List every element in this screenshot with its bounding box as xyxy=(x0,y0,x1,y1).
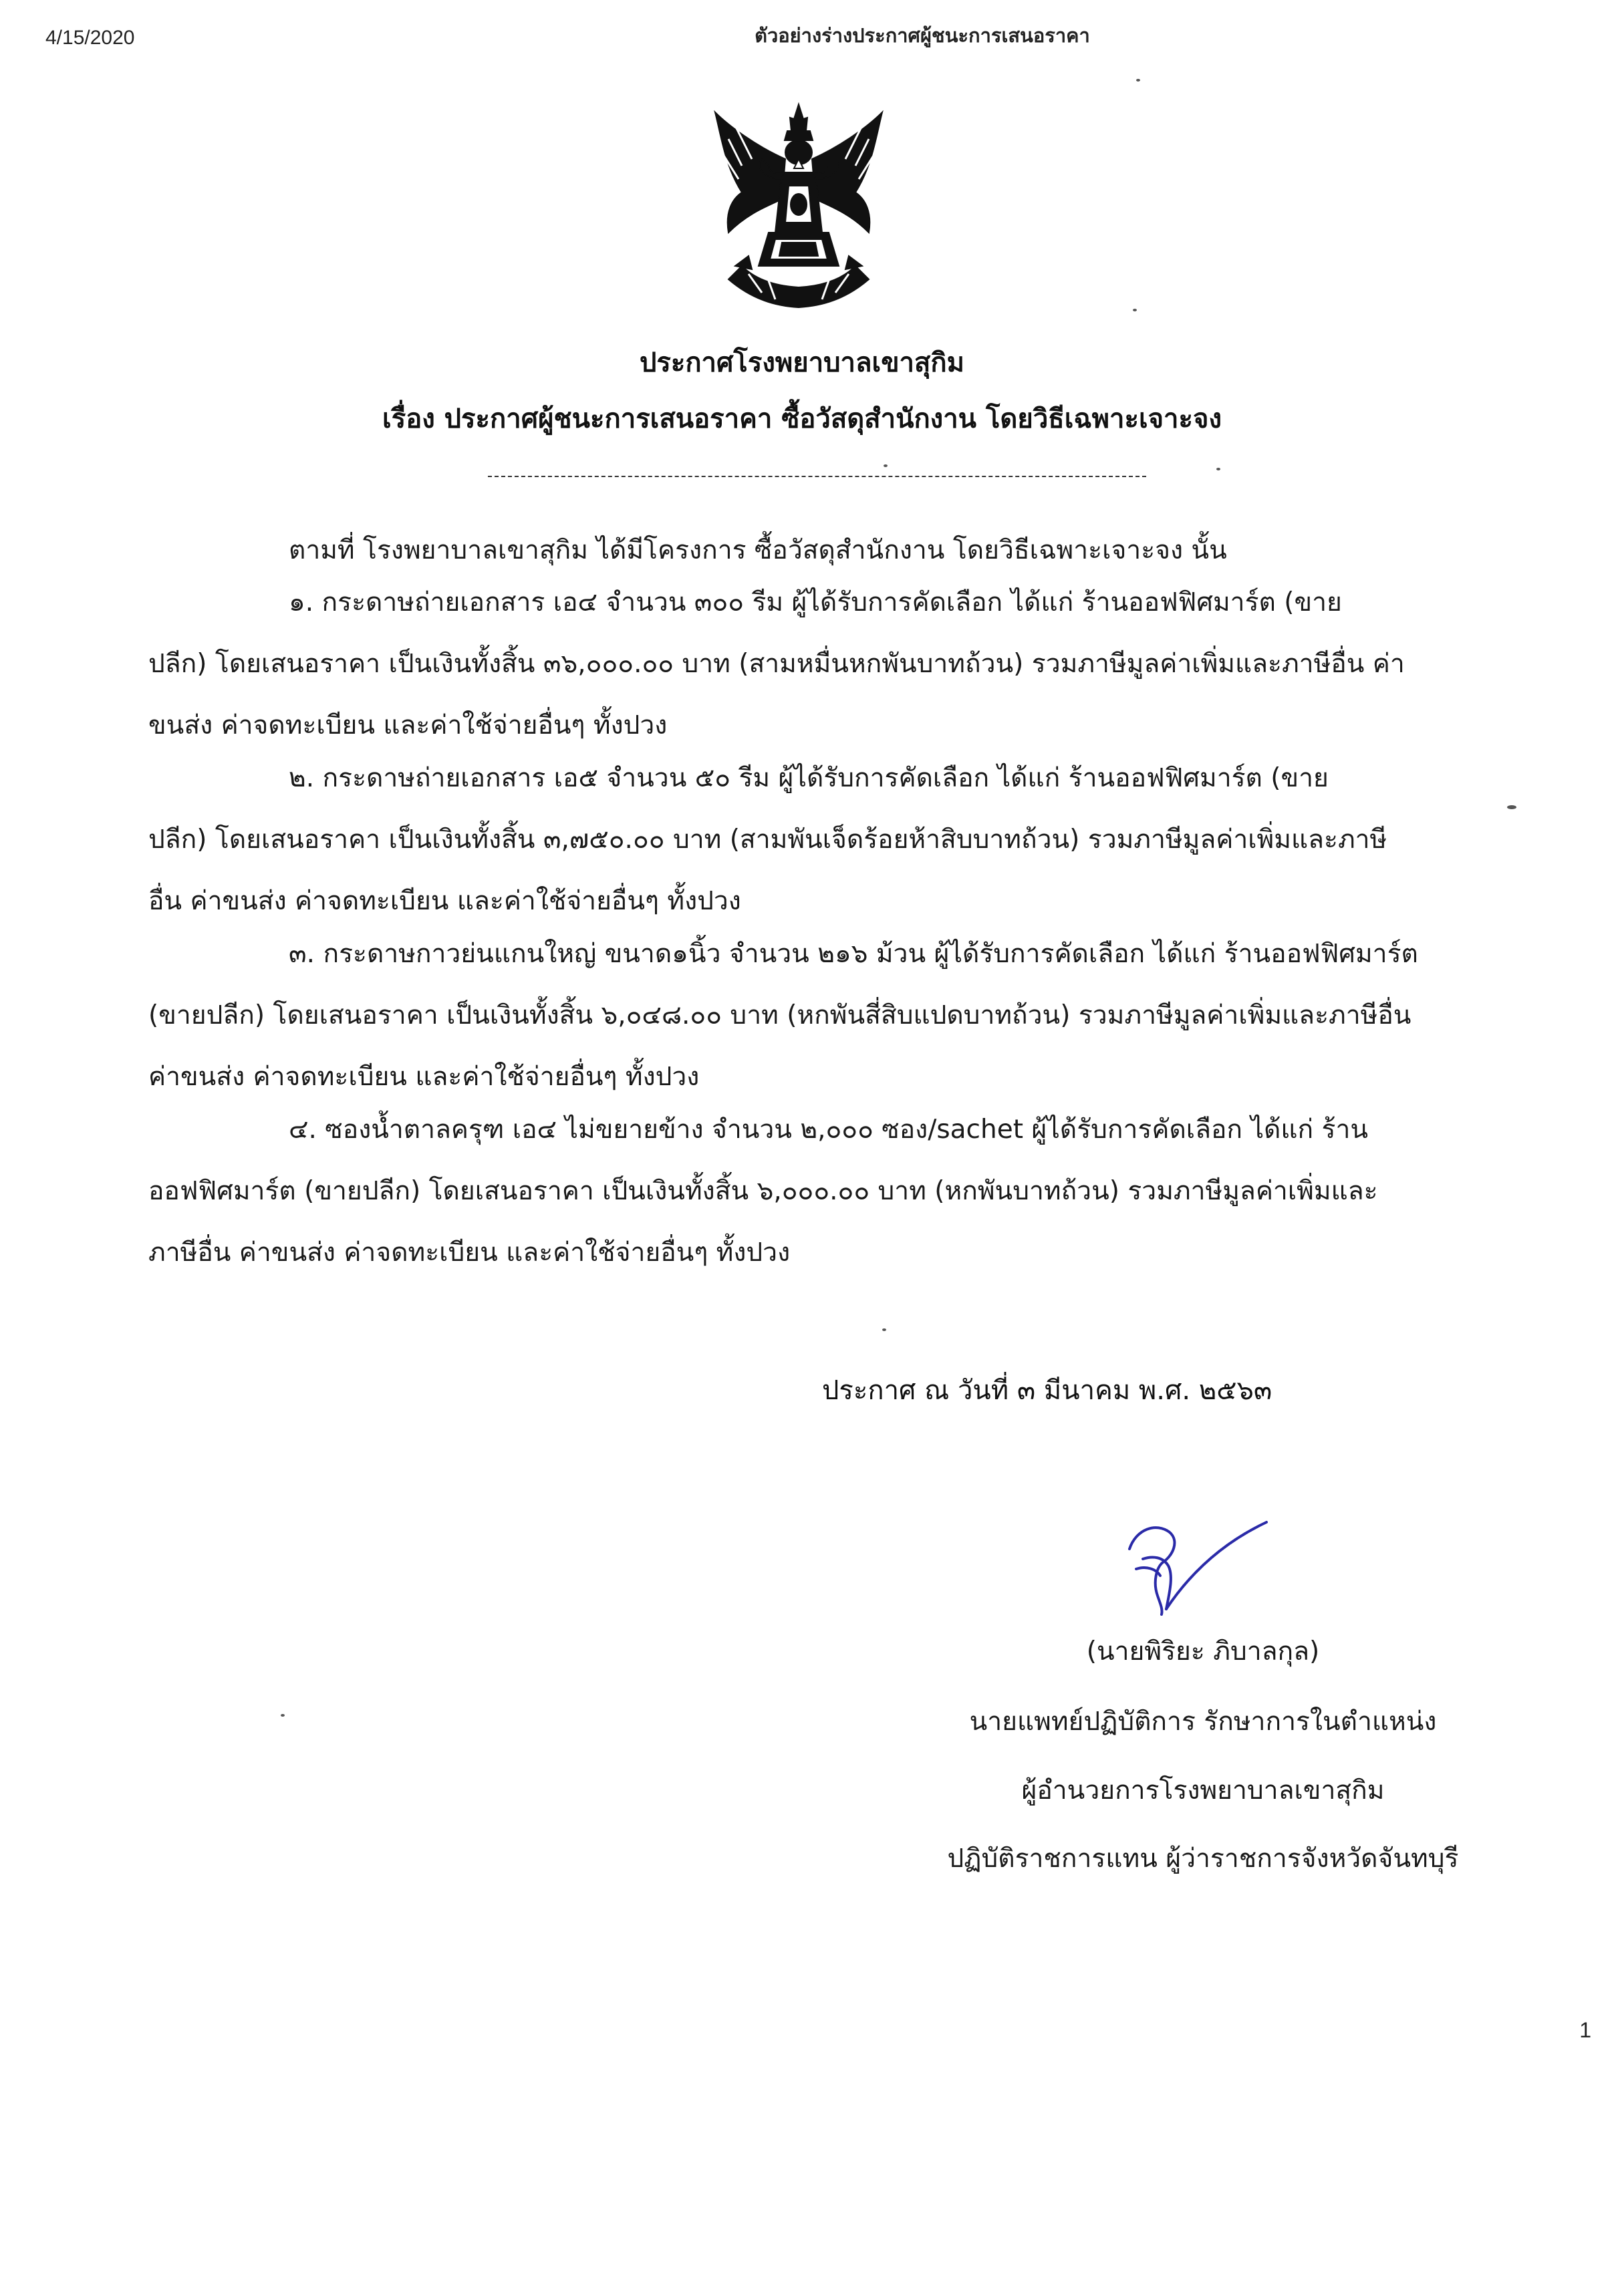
handwritten-signature-icon xyxy=(1116,1509,1277,1622)
award-item-line: ๓. กระดาษกาวย่นแกนใหญ่ ขนาด๑นิ้ว จำนวน ๒๑๖ ม้วน ผู้ได้รับการคัดเลือก ได้แก่ ร้านออฟฟิศมาร์ต xyxy=(289,939,1418,969)
award-item-line: ๑. กระดาษถ่ายเอกสาร เอ๔ จำนวน ๓๐๐ รีม ผู้ได้รับการคัดเลือก ได้แก่ ร้านออฟฟิศมาร์ต (ขาย xyxy=(289,587,1342,617)
announcement-title: ประกาศโรงพยาบาลเขาสุกิม xyxy=(639,347,965,378)
award-item-line: ออฟฟิศมาร์ต (ขายปลีก) โดยเสนอราคา เป็นเงินทั้งสิ้น ๖,๐๐๐.๐๐ บาท (หกพันบาทถ้วน) รวมภาษีมูลค่าเพิ่มและ xyxy=(148,1176,1378,1206)
signatory-name: (นายพิริยะ ภิบาลกุล) xyxy=(1086,1636,1320,1667)
award-item-2 xyxy=(148,748,1484,932)
award-item-line: ปลีก) โดยเสนอราคา เป็นเงินทั้งสิ้น ๓,๗๕๐.๐๐ บาท (สามพันเจ็ดร้อยห้าสิบบาทถ้วน) รวมภาษีมูลค่าเพิ่มและภาษี xyxy=(148,825,1387,855)
scan-speck xyxy=(1136,79,1140,82)
signatory-position: ปฏิบัติราชการแทน ผู้ว่าราชการจังหวัดจันทบุรี xyxy=(947,1844,1459,1874)
award-item-line: อื่น ค่าขนส่ง ค่าจดทะเบียน และค่าใช้จ่ายอื่นๆ ทั้งปวง xyxy=(148,886,741,916)
award-item-3 xyxy=(148,923,1484,1108)
award-item-line: ๔. ซองน้ำตาลครุฑ เอ๔ ไม่ขยายข้าง จำนวน ๒,๐๐๐ ซอง/sachet ผู้ได้รับการคัดเลือก ได้แก่ ร้าน xyxy=(289,1115,1369,1145)
scan-speck xyxy=(884,464,888,467)
award-item-line: ปลีก) โดยเสนอราคา เป็นเงินทั้งสิ้น ๓๖,๐๐๐.๐๐ บาท (สามหมื่นหกพันบาทถ้วน) รวมภาษีมูลค่าเพิ่มและภาษีอื่น ค่า xyxy=(148,649,1405,679)
title-divider xyxy=(488,476,1146,477)
award-item-1 xyxy=(148,572,1484,756)
award-item-4 xyxy=(148,1099,1484,1284)
award-item-line: ขนส่ง ค่าจดทะเบียน และค่าใช้จ่ายอื่นๆ ทั้งปวง xyxy=(148,710,668,740)
page-number: 1 xyxy=(1579,2018,1591,2042)
print-title: ตัวอย่างร่างประกาศผู้ชนะการเสนอราคา xyxy=(755,24,1090,47)
signatory-position: นายแพทย์ปฏิบัติการ รักษาการในตำแหน่ง xyxy=(969,1707,1437,1737)
print-date: 4/15/2020 xyxy=(45,27,135,49)
award-item-line: ค่าขนส่ง ค่าจดทะเบียน และค่าใช้จ่ายอื่นๆ ทั้งปวง xyxy=(148,1062,700,1092)
intro-paragraph: ตามที่ โรงพยาบาลเขาสุกิม ได้มีโครงการ ซื้อวัสดุสำนักงาน โดยวิธีเฉพาะเจาะจง นั้น xyxy=(289,535,1227,565)
award-item-line: ๒. กระดาษถ่ายเอกสาร เอ๕ จำนวน ๕๐ รีม ผู้ได้รับการคัดเลือก ได้แก่ ร้านออฟฟิศมาร์ต (ขาย xyxy=(289,763,1329,793)
scan-speck xyxy=(1507,805,1516,809)
scan-speck xyxy=(281,1714,285,1717)
scan-speck xyxy=(882,1328,886,1331)
garuda-emblem-icon xyxy=(702,99,896,311)
announcement-subject: เรื่อง ประกาศผู้ชนะการเสนอราคา ซื้อวัสดุสำนักงาน โดยวิธีเฉพาะเจาะจง xyxy=(382,404,1222,434)
scan-speck xyxy=(1133,309,1137,311)
scan-speck xyxy=(1216,468,1220,470)
announcement-date: ประกาศ ณ วันที่ ๓ มีนาคม พ.ศ. ๒๕๖๓ xyxy=(822,1375,1272,1406)
award-item-line: (ขายปลีก) โดยเสนอราคา เป็นเงินทั้งสิ้น ๖,๐๔๘.๐๐ บาท (หกพันสี่สิบแปดบาทถ้วน) รวมภาษีมูลค่าเพิ่มและภาษีอื่น xyxy=(148,1000,1412,1030)
signatory-position: ผู้อำนวยการโรงพยาบาลเขาสุกิม xyxy=(1021,1775,1385,1806)
award-item-line: ภาษีอื่น ค่าขนส่ง ค่าจดทะเบียน และค่าใช้จ่ายอื่นๆ ทั้งปวง xyxy=(148,1238,791,1268)
